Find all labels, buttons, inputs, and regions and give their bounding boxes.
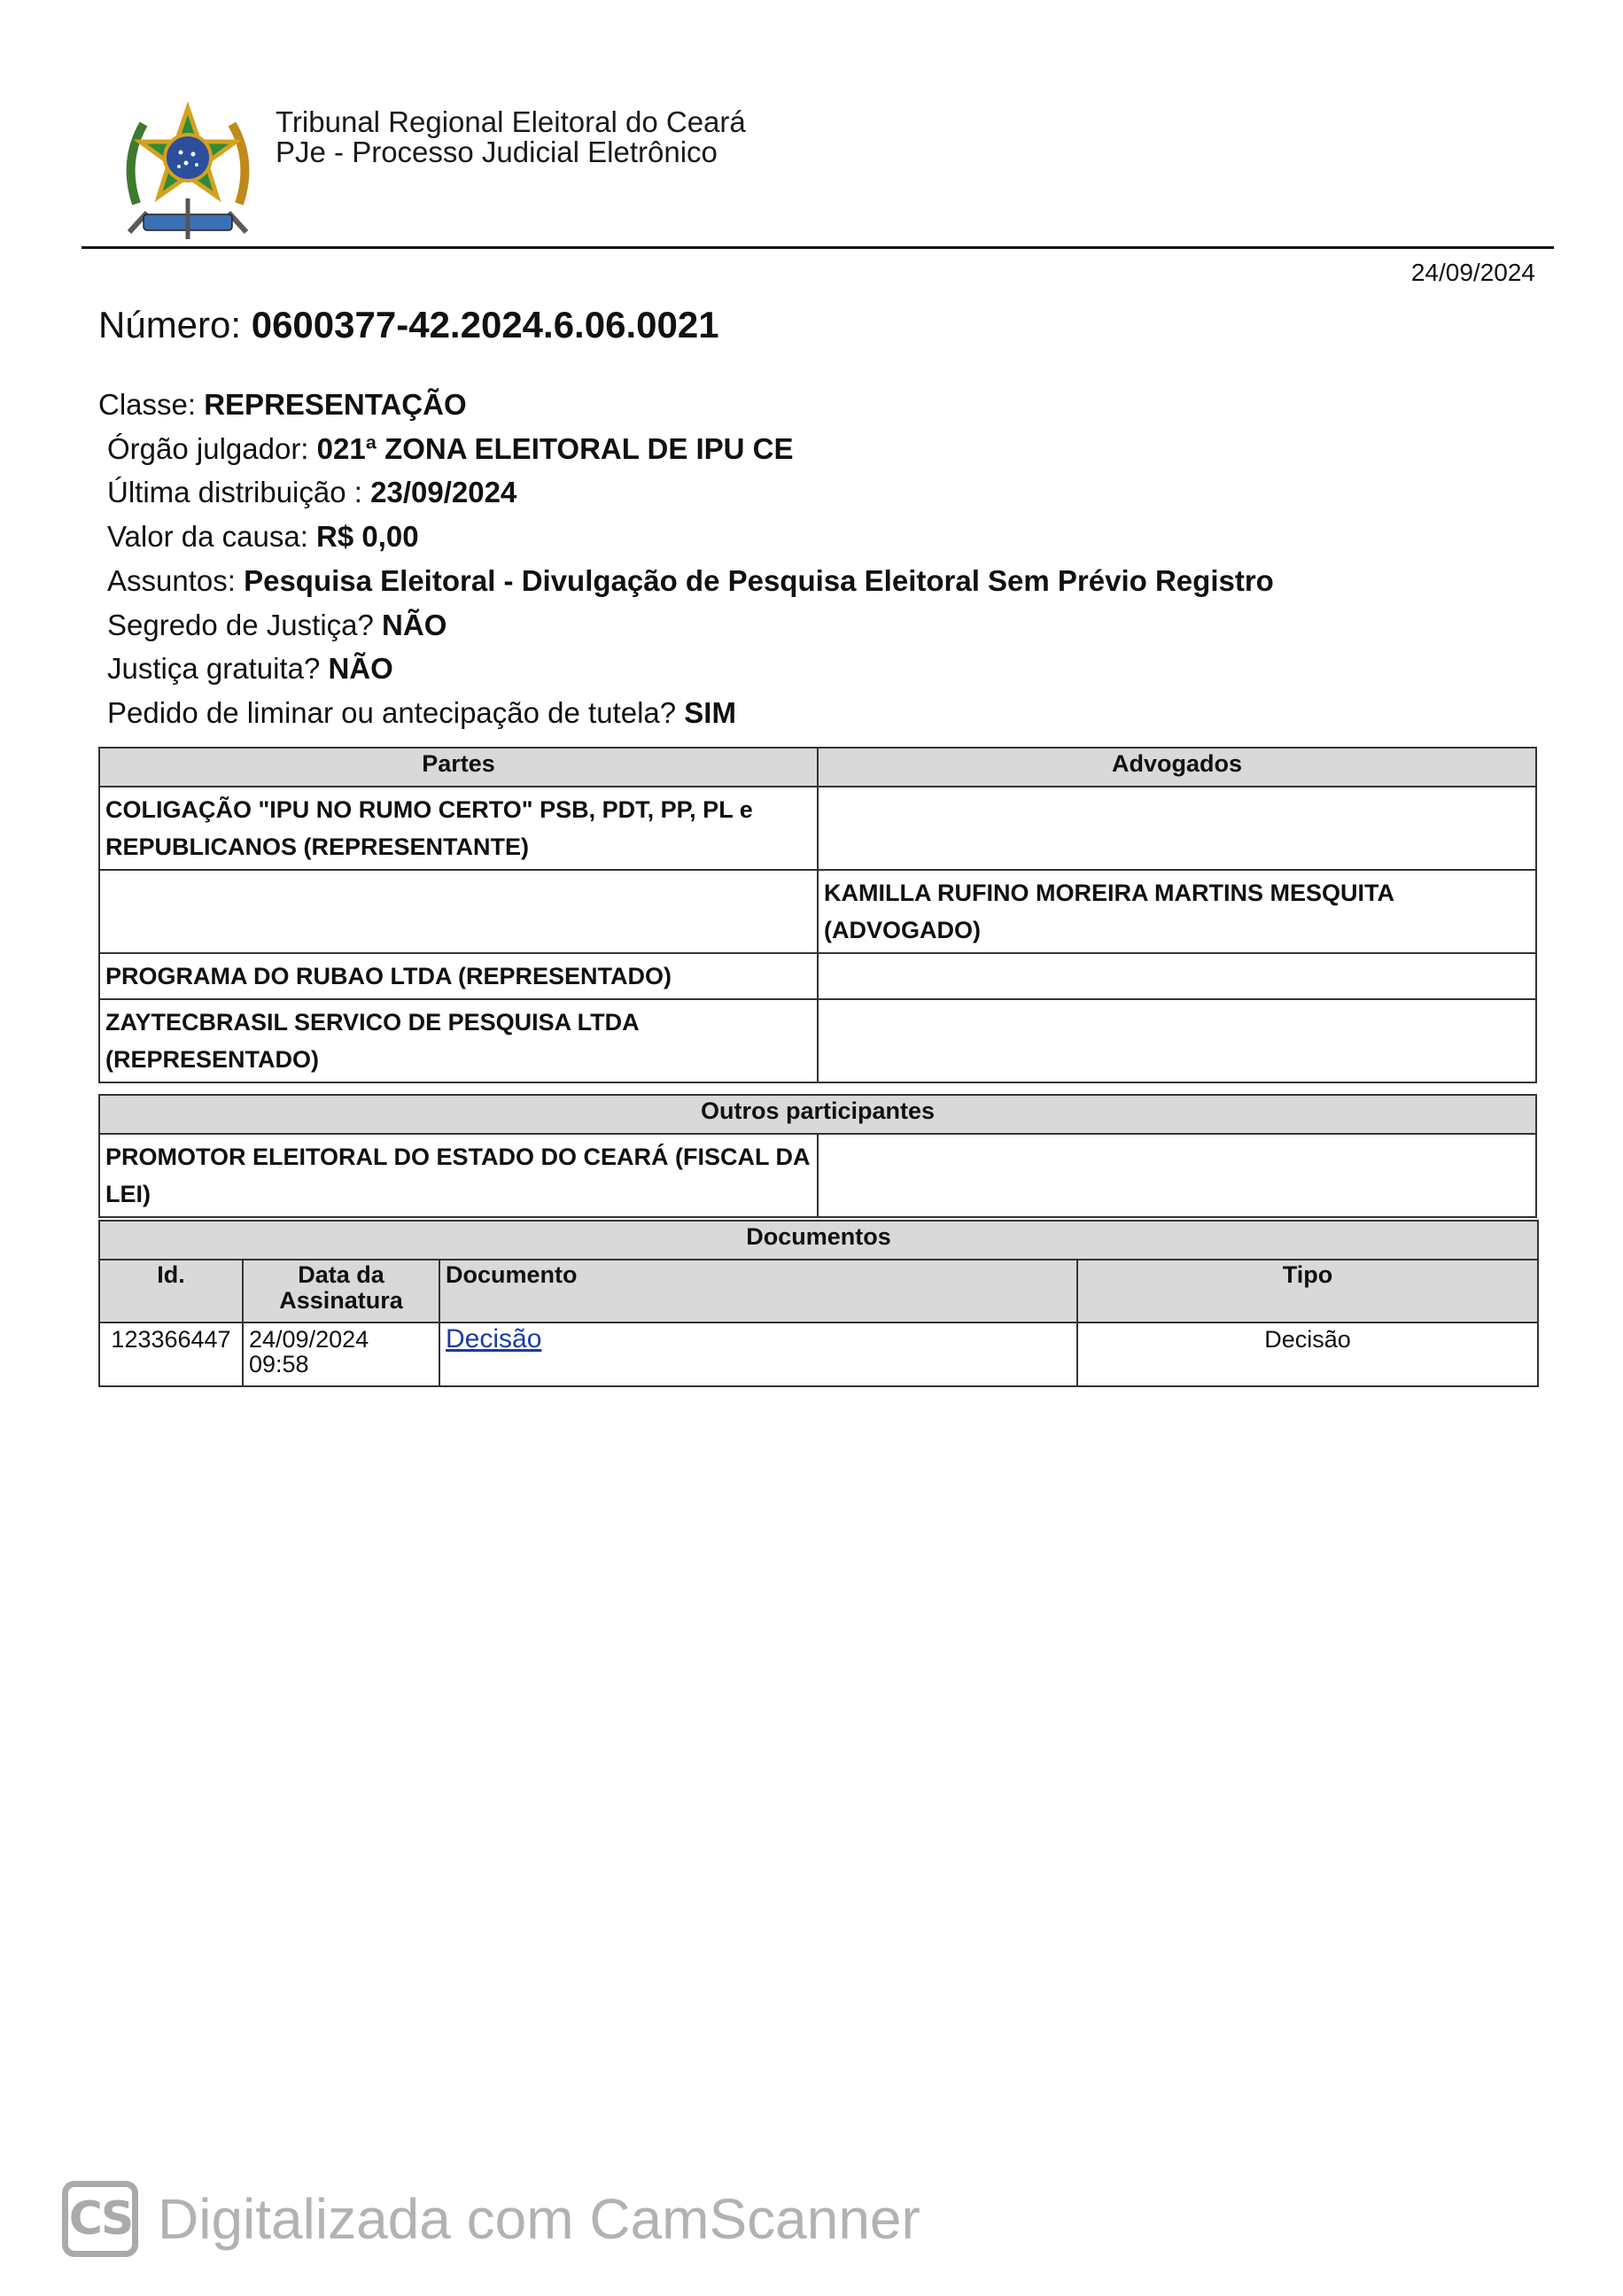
field-label: Justiça gratuita? <box>107 652 329 686</box>
field-value: NÃO <box>382 608 447 641</box>
field-value: NÃO <box>328 652 393 686</box>
participante-cell: PROMOTOR ELEITORAL DO ESTADO DO CEARÁ (FISCAL DA LEI) <box>99 1134 818 1217</box>
column-header-advogados: Advogados <box>818 748 1536 787</box>
tribunal-name: Tribunal Regional Eleitoral do Ceará <box>276 105 746 138</box>
field-value: 021ª ZONA ELEITORAL DE IPU CE <box>316 431 794 465</box>
field-classe <box>98 383 1274 427</box>
table-row <box>99 870 1536 953</box>
watermark-text: Digitalizada com CamScanner <box>158 2187 920 2251</box>
signature-date: 24/09/2024 <box>249 1326 369 1353</box>
signature-time: 09:58 <box>249 1351 309 1377</box>
field-label: Classe: <box>98 388 205 421</box>
table-row <box>99 953 1536 999</box>
participante-extra-cell <box>818 1134 1536 1217</box>
brazil-coat-of-arms-icon <box>117 99 259 245</box>
table-row <box>99 1134 1536 1217</box>
field-value: REPRESENTAÇÃO <box>204 388 467 421</box>
process-number <box>98 304 719 346</box>
field-label: Última distribuição : <box>107 476 371 509</box>
table-header-row <box>99 1095 1536 1134</box>
field-label: Pedido de liminar ou antecipação de tutela? <box>107 695 685 729</box>
documentos-table <box>98 1220 1539 1387</box>
outros-participantes-table <box>98 1094 1537 1218</box>
field-valor-causa <box>98 515 1274 559</box>
document-link[interactable]: Decisão <box>446 1324 542 1354</box>
process-details <box>98 383 1274 735</box>
parte-cell: COLIGAÇÃO "IPU NO RUMO CERTO" PSB, PDT, PP, PL e REPUBLICANOS (REPRESENTANTE) <box>99 787 818 870</box>
table-header-row <box>99 1221 1538 1260</box>
camscanner-logo-icon: CS <box>62 2181 138 2257</box>
field-justica-gratuita <box>98 647 1274 691</box>
column-header-partes: Partes <box>99 748 818 787</box>
field-value: SIM <box>684 695 736 729</box>
parte-cell: PROGRAMA DO RUBAO LTDA (REPRESENTADO) <box>99 953 818 999</box>
parte-cell <box>99 870 818 953</box>
field-segredo-justica <box>98 603 1274 648</box>
field-label: Valor da causa: <box>107 520 317 554</box>
organization-name <box>276 107 746 167</box>
print-date: 24/09/2024 <box>1410 259 1535 286</box>
field-value: 23/09/2024 <box>370 476 517 509</box>
documentos-title: Documentos <box>99 1221 1538 1260</box>
table-header-row <box>99 1260 1538 1323</box>
document-type: Decisão <box>1077 1323 1538 1386</box>
advogado-cell <box>818 787 1536 870</box>
table-row <box>99 787 1536 870</box>
table-header-row <box>99 748 1536 787</box>
document-name-cell <box>439 1323 1077 1386</box>
column-header-tipo: Tipo <box>1077 1260 1538 1323</box>
partes-table <box>98 747 1537 1083</box>
field-label: Órgão julgador: <box>107 431 317 465</box>
document-header <box>82 96 1552 248</box>
field-label: Segredo de Justiça? <box>107 608 383 641</box>
advogado-cell: KAMILLA RUFINO MOREIRA MARTINS MESQUITA (ADVOGADO) <box>818 870 1536 953</box>
column-header-line: Assinatura <box>279 1287 403 1314</box>
header-divider <box>82 246 1554 249</box>
parte-cell: ZAYTECBRASIL SERVICO DE PESQUISA LTDA (REPRESENTADO) <box>99 999 818 1082</box>
field-assuntos <box>98 559 1274 603</box>
process-number-value: 0600377-42.2024.6.06.0021 <box>251 304 719 345</box>
column-header-line: Data da <box>298 1261 384 1288</box>
document-id: 123366447 <box>99 1323 243 1386</box>
camscanner-watermark <box>62 2179 920 2259</box>
advogado-cell <box>818 999 1536 1082</box>
document-signature-date <box>243 1323 439 1386</box>
process-number-label: Número: <box>98 304 252 345</box>
advogado-cell <box>818 953 1536 999</box>
column-header-data-assinatura <box>243 1260 439 1323</box>
field-label: Assuntos: <box>107 563 245 597</box>
field-value: R$ 0,00 <box>316 520 419 554</box>
field-value: Pesquisa Eleitoral - Divulgação de Pesquisa Eleitoral Sem Prévio Registro <box>244 563 1274 597</box>
table-row <box>99 1323 1538 1386</box>
system-name: PJe - Processo Judicial Eletrônico <box>276 136 718 168</box>
field-ultima-distribuicao <box>98 470 1274 515</box>
table-row <box>99 999 1536 1082</box>
outros-participantes-title: Outros participantes <box>99 1095 1536 1134</box>
field-orgao-julgador <box>98 427 1274 471</box>
column-header-id: Id. <box>99 1260 243 1323</box>
column-header-documento: Documento <box>439 1260 1077 1323</box>
field-pedido-liminar <box>98 691 1274 735</box>
